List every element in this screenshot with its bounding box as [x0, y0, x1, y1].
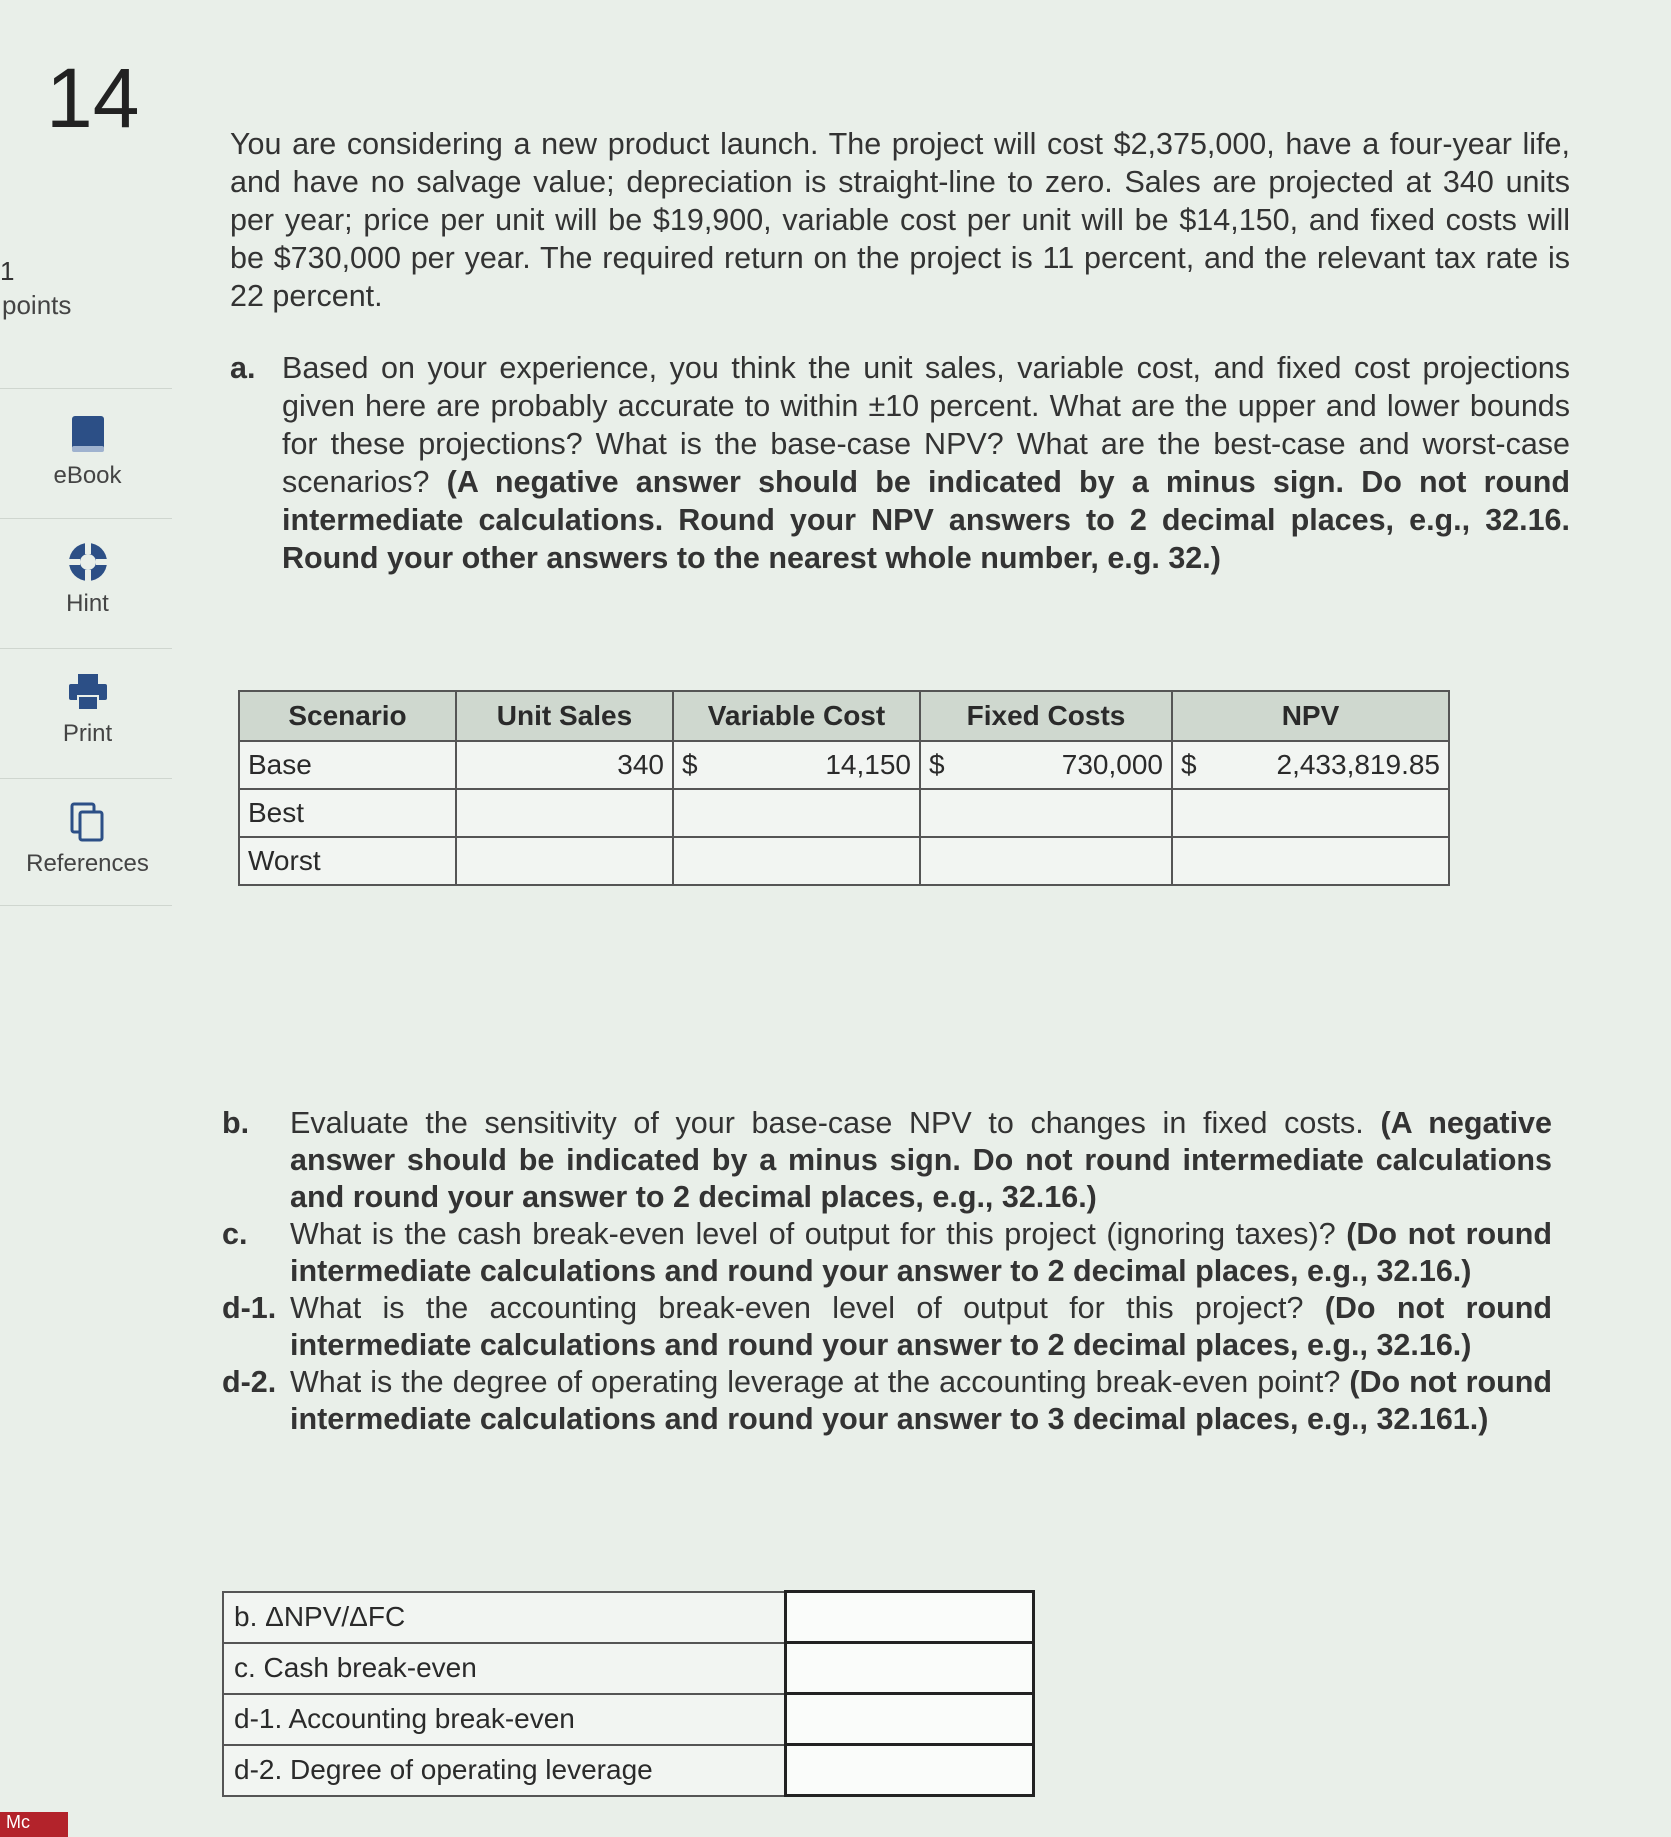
table-row-base	[239, 741, 1449, 789]
answer-input-c[interactable]	[786, 1643, 1034, 1694]
part-d1-tag: d-1.	[222, 1291, 277, 1325]
worst-variable-cost-input[interactable]	[673, 837, 920, 885]
points-label: points	[2, 290, 72, 320]
part-d2-tag: d-2.	[222, 1365, 277, 1399]
scenario-header-row	[239, 691, 1449, 741]
best-variable-cost-input[interactable]	[673, 789, 920, 837]
base-npv-value: 2,433,819.85	[1276, 749, 1440, 780]
question-body	[230, 125, 1570, 577]
ebook-label: eBook	[53, 462, 122, 489]
header-scenario: Scenario	[239, 691, 456, 741]
table-row-best	[239, 789, 1449, 837]
answer-input-d1[interactable]	[786, 1694, 1034, 1745]
ebook-button[interactable]	[10, 412, 165, 490]
part-b-text: Evaluate the sensitivity of your base-case NPV to changes in fixed costs.	[290, 1106, 1364, 1140]
part-a	[230, 349, 1570, 577]
currency-symbol: $	[929, 749, 945, 780]
base-variable-cost	[673, 741, 920, 789]
question-parts	[222, 1105, 1552, 1438]
worst-npv-input[interactable]	[1172, 837, 1449, 885]
row-label-best: Best	[239, 789, 456, 837]
part-c-tag: c.	[222, 1217, 248, 1251]
answer-row-b	[223, 1592, 1034, 1643]
answer-label-d2: d-2. Degree of operating leverage	[223, 1745, 786, 1796]
base-fixed-costs	[920, 741, 1172, 789]
answer-label-c: c. Cash break-even	[223, 1643, 786, 1694]
part-d2-text: What is the degree of operating leverage at the accounting break-even point?	[290, 1365, 1341, 1399]
part-c	[222, 1216, 1552, 1290]
answer-table	[222, 1590, 1035, 1797]
part-d1	[222, 1290, 1552, 1364]
answer-input-d2[interactable]	[786, 1745, 1034, 1796]
points-value: 1	[0, 256, 15, 286]
header-unit-sales: Unit Sales	[456, 691, 673, 741]
header-npv: NPV	[1172, 691, 1449, 741]
question-number: 14	[46, 51, 140, 145]
scenario-table	[238, 690, 1450, 886]
part-a-instruction: (A negative answer should be indicated by a minus sign. Do not round intermediate calculations. Round your NPV answers to 2 decimal places, e.g., 32.16. Round your other answers to the nearest whole number, e.g. 32.)	[282, 465, 1570, 575]
table-row-worst	[239, 837, 1449, 885]
hint-label: Hint	[66, 590, 109, 617]
part-b	[222, 1105, 1552, 1216]
answer-row-d2	[223, 1745, 1034, 1796]
part-d1-instruction: (Do not round intermediate calculations and round your answer to 2 decimal places, e.g., 32.16.)	[290, 1291, 1552, 1362]
part-d1-text: What is the accounting break-even level of output for this project?	[290, 1291, 1304, 1325]
part-d2	[222, 1364, 1552, 1438]
part-a-tag: a.	[230, 351, 256, 385]
part-c-instruction: (Do not round intermediate calculations and round your answer to 2 decimal places, e.g., 32.16.)	[290, 1217, 1553, 1288]
answer-label-d1: d-1. Accounting break-even	[223, 1694, 786, 1745]
worst-fixed-costs-input[interactable]	[920, 837, 1172, 885]
part-c-text: What is the cash break-even level of output for this project (ignoring taxes)?	[290, 1217, 1336, 1251]
part-d2-instruction: (Do not round intermediate calculations and round your answer to 3 decimal places, e.g., 32.161.)	[290, 1365, 1552, 1436]
print-button[interactable]	[10, 670, 165, 748]
references-button[interactable]	[10, 800, 165, 878]
best-unit-sales-input[interactable]	[456, 789, 673, 837]
question-sidebar	[0, 0, 175, 1837]
row-label-worst: Worst	[239, 837, 456, 885]
base-fixed-costs-value: 730,000	[1061, 749, 1163, 780]
row-label-base: Base	[239, 741, 456, 789]
currency-symbol: $	[1181, 749, 1197, 780]
references-label: References	[26, 850, 149, 877]
base-variable-cost-value: 14,150	[825, 749, 911, 780]
part-b-tag: b.	[222, 1106, 250, 1140]
part-a-text: Based on your experience, you think the unit sales, variable cost, and fixed cost projections given here are probably accurate to within ±10 percent. What are the upper and lower bounds for these projections? What is the base-case NPV? What are the best-case and worst-case scenarios?	[282, 351, 1570, 499]
answer-label-b: b. ΔNPV/ΔFC	[223, 1592, 786, 1643]
currency-symbol: $	[682, 749, 698, 780]
question-intro: You are considering a new product launch. The project will cost $2,375,000, have a four-year life, and have no salvage value; depreciation is straight-line to zero. Sales are projected at 340 units per year; price per unit will be $19,900, variable cost per unit will be $14,150, and fixed costs will be $730,000 per year. The required return on the project is 11 percent, and the relevant tax rate is 22 percent.	[230, 127, 1570, 313]
part-b-instruction: (A negative answer should be indicated by a minus sign. Do not round intermediate calculations and round your answer to 2 decimal places, e.g., 32.16.)	[290, 1106, 1552, 1214]
best-fixed-costs-input[interactable]	[920, 789, 1172, 837]
hint-button[interactable]	[10, 540, 165, 618]
answer-row-c	[223, 1643, 1034, 1694]
book-icon	[66, 412, 110, 456]
printer-icon	[66, 670, 110, 714]
base-unit-sales: 340	[456, 741, 673, 789]
worst-unit-sales-input[interactable]	[456, 837, 673, 885]
header-variable-cost: Variable Cost	[673, 691, 920, 741]
copy-icon	[66, 800, 110, 844]
base-npv	[1172, 741, 1449, 789]
footer-badge: Mc	[0, 1812, 68, 1837]
lifebuoy-icon	[66, 540, 110, 584]
answer-input-b[interactable]	[786, 1592, 1034, 1643]
print-label: Print	[62, 720, 113, 747]
best-npv-input[interactable]	[1172, 789, 1449, 837]
header-fixed-costs: Fixed Costs	[920, 691, 1172, 741]
answer-row-d1	[223, 1694, 1034, 1745]
